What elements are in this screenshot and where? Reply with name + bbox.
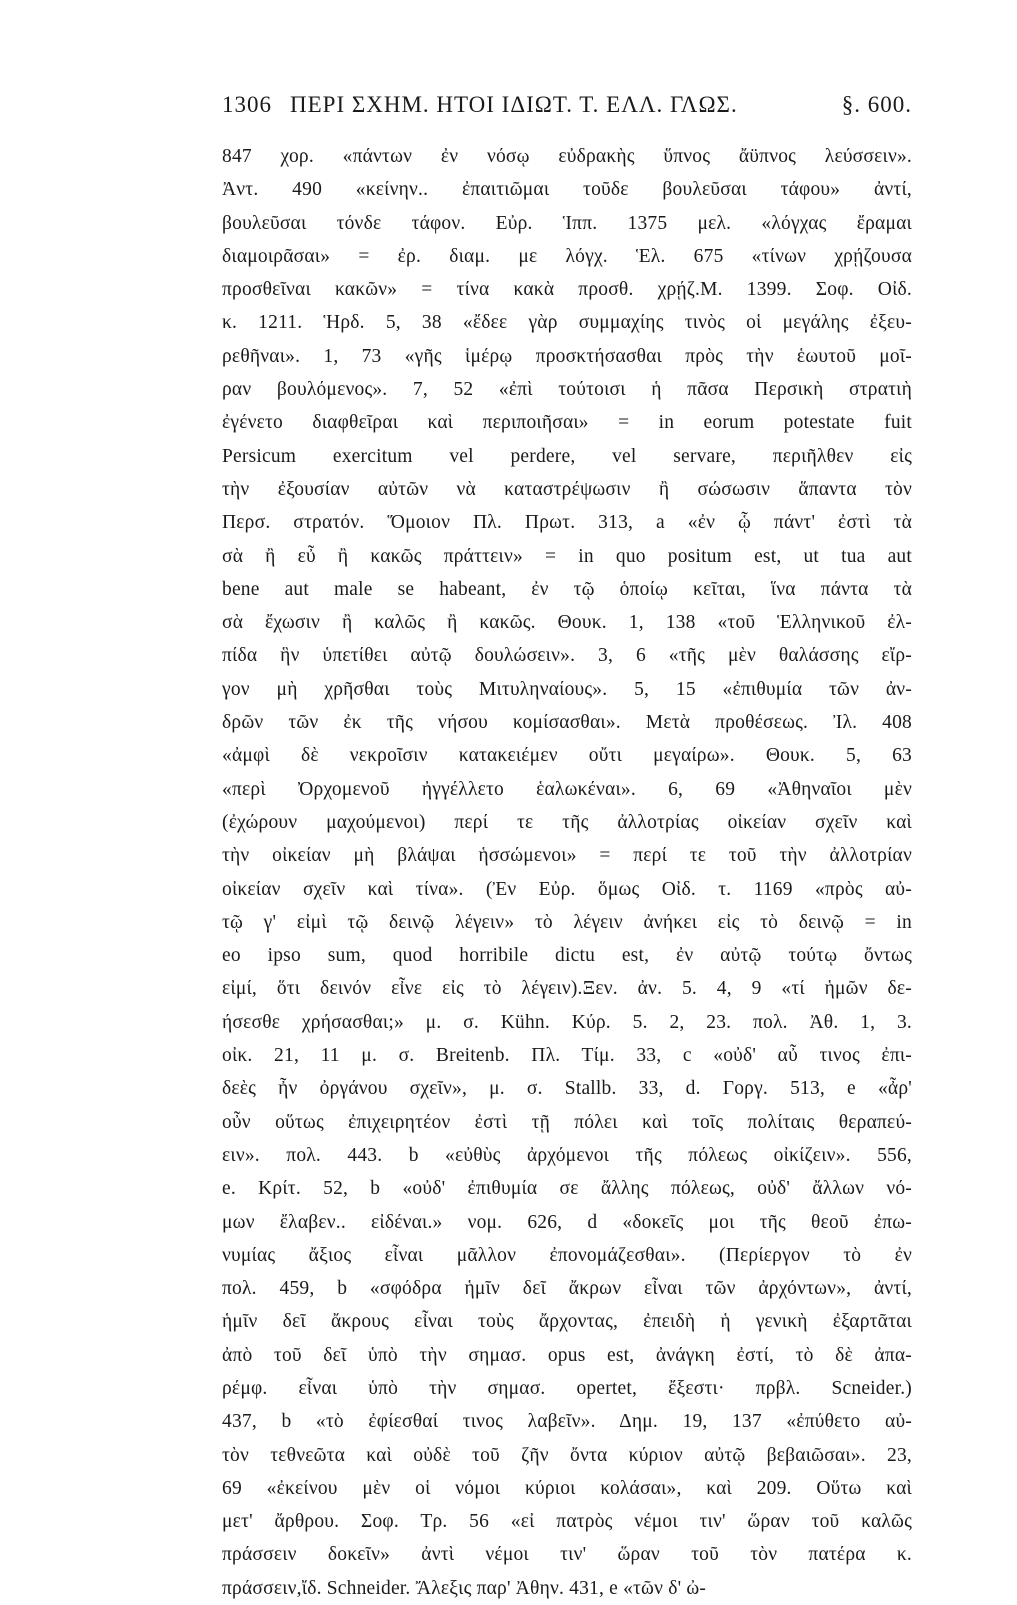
text-line: μετ' ἄρθρου. Σοφ. Τρ. 56 «εἰ πατρὸς νέμοι τιν' ὥραν τοῦ καλῶς [222,1511,912,1533]
text-line: πίδα ἣν ὑπετίθει αὐτῷ δουλώσειν». 3, 6 «τῆς μὲν θαλάσσης εἴρ- [222,645,912,667]
text-line: Persicum exercitum vel perdere, vel servare, περιῆλθεν εἰς [222,445,912,467]
text-line: ρεθῆναι». 1, 73 «γῆς ἱμέρῳ προσκτήσασθαι πρὸς τὴν ἑωυτοῦ μοῖ- [222,345,912,367]
text-line: ρέμφ. εἶναι ὑπὸ τὴν σημασ. opertet, ἔξεστι· πρβλ. Scneider.) [222,1377,912,1399]
text-line: ήσεσθε χρήσασθαι;» μ. σ. Kühn. Κύρ. 5. 2, 23. πολ. Ἀθ. 1, 3. [222,1011,912,1033]
text-line: 847 χορ. «πάντων ἐν νόσῳ εὐδρακὴς ὕπνος ἄϋπνος λεύσσειν». [222,146,912,167]
text-line: ραν βουλόμενος». 7, 52 «ἐπὶ τούτοισι ἡ πᾶσα Περσικὴ στρατιὴ [222,379,912,401]
text-line: 69 «ἐκείνου μὲν οἱ νόμοι κύριοι κολάσαι», καὶ 209. Οὕτω καὶ [222,1477,912,1499]
text-line: προσθεῖναι κακῶν» = τίνα κακὰ προσθ. χρῄζ.Μ. 1399. Σοφ. Οἰδ. [222,279,912,301]
running-header [222,92,912,128]
text-line: εἰμί, ὅτι δεινόν εἶνε εἰς τὸ λέγειν).Ξεν. ἀν. 5. 4, 9 «τί ἡμῶν δε- [222,978,912,1000]
text-line: σὰ ἢ εὖ ἢ κακῶς πράττειν» = in quo positum est, ut tua aut [222,545,912,567]
text-line: τῷ γ' εἰμὶ τῷ δεινῷ λέγειν» τὸ λέγειν ἀνήκει εἰς τὸ δεινῷ = in [222,911,912,933]
running-title: ΠΕΡΙ ΣΧΗΜ. ΗΤΟΙ ΙΔΙΩΤ. Τ. ΕΛΛ. ΓΛΩΣ. [290,92,738,117]
text-line: (ἐχώρουν μαχούμενοι) περί τε τῆς ἀλλοτρίας οἰκείαν σχεῖν καὶ [222,811,912,833]
text-line: διαμοιρᾶσαι» = ἐρ. διαμ. με λόγχ. Ἑλ. 675 «τίνων χρῄζουσα [222,245,912,267]
text-line: οἰκείαν σχεῖν καὶ τίνα». (Ἐν Εὐρ. ὅμως Οἰδ. τ. 1169 «πρὸς αὐ- [222,878,912,900]
text-line: ειν». πολ. 443. b «εὐθὺς ἀρχόμενοι τῆς πόλεως οἰκίζειν». 556, [222,1144,912,1166]
text-line: ἀπὸ τοῦ δεῖ ὑπὸ τὴν σημασ. opus est, ἀνάγκη ἐστί, τὸ δὲ ἀπα- [222,1344,912,1366]
text-line: νυμίας ἄξιος εἶναι μᾶλλον ἐπονομάζεσθαι». (Περίεργον τὸ ἐν [222,1244,912,1266]
text-line: πράσσειν δοκεῖν» ἀντὶ νέμοι τιν' ὥραν τοῦ τὸν πατέρα κ. [222,1544,912,1566]
text-line: κ. 1211. Ἡρδ. 5, 38 «ἔδεε γὰρ συμμαχίης τινὸς οἱ μεγάλης ἐξευ- [222,312,912,334]
text-line: μων ἔλαβεν.. εἰδέναι.» νομ. 626, d «δοκεῖς μοι τῆς θεοῦ ἐπω- [222,1211,912,1233]
text-line: οἰκ. 21, 11 μ. σ. Breitenb. Πλ. Τίμ. 33, c «οὐδ' αὖ τινος ἐπι- [222,1045,912,1067]
text-line: τὴν οἰκείαν μὴ βλάψαι ἡσσώμενοι» = περί τε τοῦ τὴν ἀλλοτρίαν [222,845,912,867]
text-line: βουλεῦσαι τόνδε τάφον. Εὐρ. Ἱππ. 1375 μελ. «λόγχας ἔραμαι [222,212,912,234]
text-line: δεὲς ἦν ὀργάνου σχεῖν», μ. σ. Stallb. 33, d. Γοργ. 513, e «ἆρ' [222,1078,912,1100]
text-line: δρῶν τῶν ἐκ τῆς νήσου κομίσασθαι». Μετὰ προθέσεως. Ἰλ. 408 [222,712,912,734]
text-line: οὖν οὕτως ἐπιχειρητέον ἐστὶ τῇ πόλει καὶ τοῖς πολίταις θεραπεύ- [222,1111,912,1133]
text-line: bene aut male se habeant, ἐν τῷ ὁποίῳ κεῖται, ἵνα πάντα τὰ [222,578,912,600]
text-line: τὴν ἐξουσίαν αὐτῶν νὰ καταστρέψωσιν ἢ σώσωσιν ἅπαντα τὸν [222,478,912,500]
text-line: Περσ. στρατόν. Ὅμοιον Πλ. Πρωτ. 313, a «ἐν ᾧ πάντ' ἐστὶ τὰ [222,512,912,534]
page-number: 1306 [222,92,272,117]
text-line: γον μὴ χρῆσθαι τοὺς Μιτυληναίους». 5, 15 «ἐπιθυμία τῶν ἀν- [222,678,912,700]
body-text [222,140,912,1605]
text-line: ἡμῖν δεῖ ἄκρους εἶναι τοὺς ἄρχοντας, ἐπειδὴ ἡ γενικὴ ἐξαρτᾶται [222,1311,912,1333]
text-line: πράσσειν,ἴδ. Schneider. Ἄλεξις παρ' Ἀθην. 431, e «τῶν δ' ὠ- [222,1577,707,1599]
text-line: πολ. 459, b «σφόδρα ἡμῖν δεῖ ἄκρων εἶναι τῶν ἀρχόντων», ἀντί, [222,1278,912,1300]
text-line: ἐγένετο διαφθεῖραι καὶ περιποιῆσαι» = in eorum potestate fuit [222,412,912,434]
text-line: 437, b «τὸ ἐφίεσθαί τινος λαβεῖν». Δημ. 19, 137 «ἐπύθετο αὐ- [222,1411,912,1433]
text-line: e. Κρίτ. 52, b «οὐδ' ἐπιθυμία σε ἄλλης πόλεως, οὐδ' ἄλλων νό- [222,1178,912,1200]
text-line: eo ipso sum, quod horribile dictu est, ἐν αὐτῷ τούτῳ ὄντως [222,945,912,967]
text-line: τὸν τεθνεῶτα καὶ οὐδὲ τοῦ ζῆν ὄντα κύριον αὐτῷ βεβαιῶσαι». 23, [222,1444,912,1466]
text-line: «περὶ Ὀρχομενοῦ ἠγγέλλετο ἑαλωκέναι». 6, 69 «Ἀθηναῖοι μὲν [222,778,912,800]
text-line: σὰ ἔχωσιν ἢ καλῶς ἢ κακῶς. Θουκ. 1, 138 «τοῦ Ἑλληνικοῦ ἐλ- [222,612,912,634]
text-line: «ἀμφὶ δὲ νεκροῖσιν κατακειέμεν οὔτι μεγαίρω». Θουκ. 5, 63 [222,745,912,767]
text-line: Ἀντ. 490 «κείνην.. ἐπαιτιῶμαι τοῦδε βουλεῦσαι τάφου» ἀντί, [222,179,912,201]
section-number: §. 600. [841,92,912,117]
